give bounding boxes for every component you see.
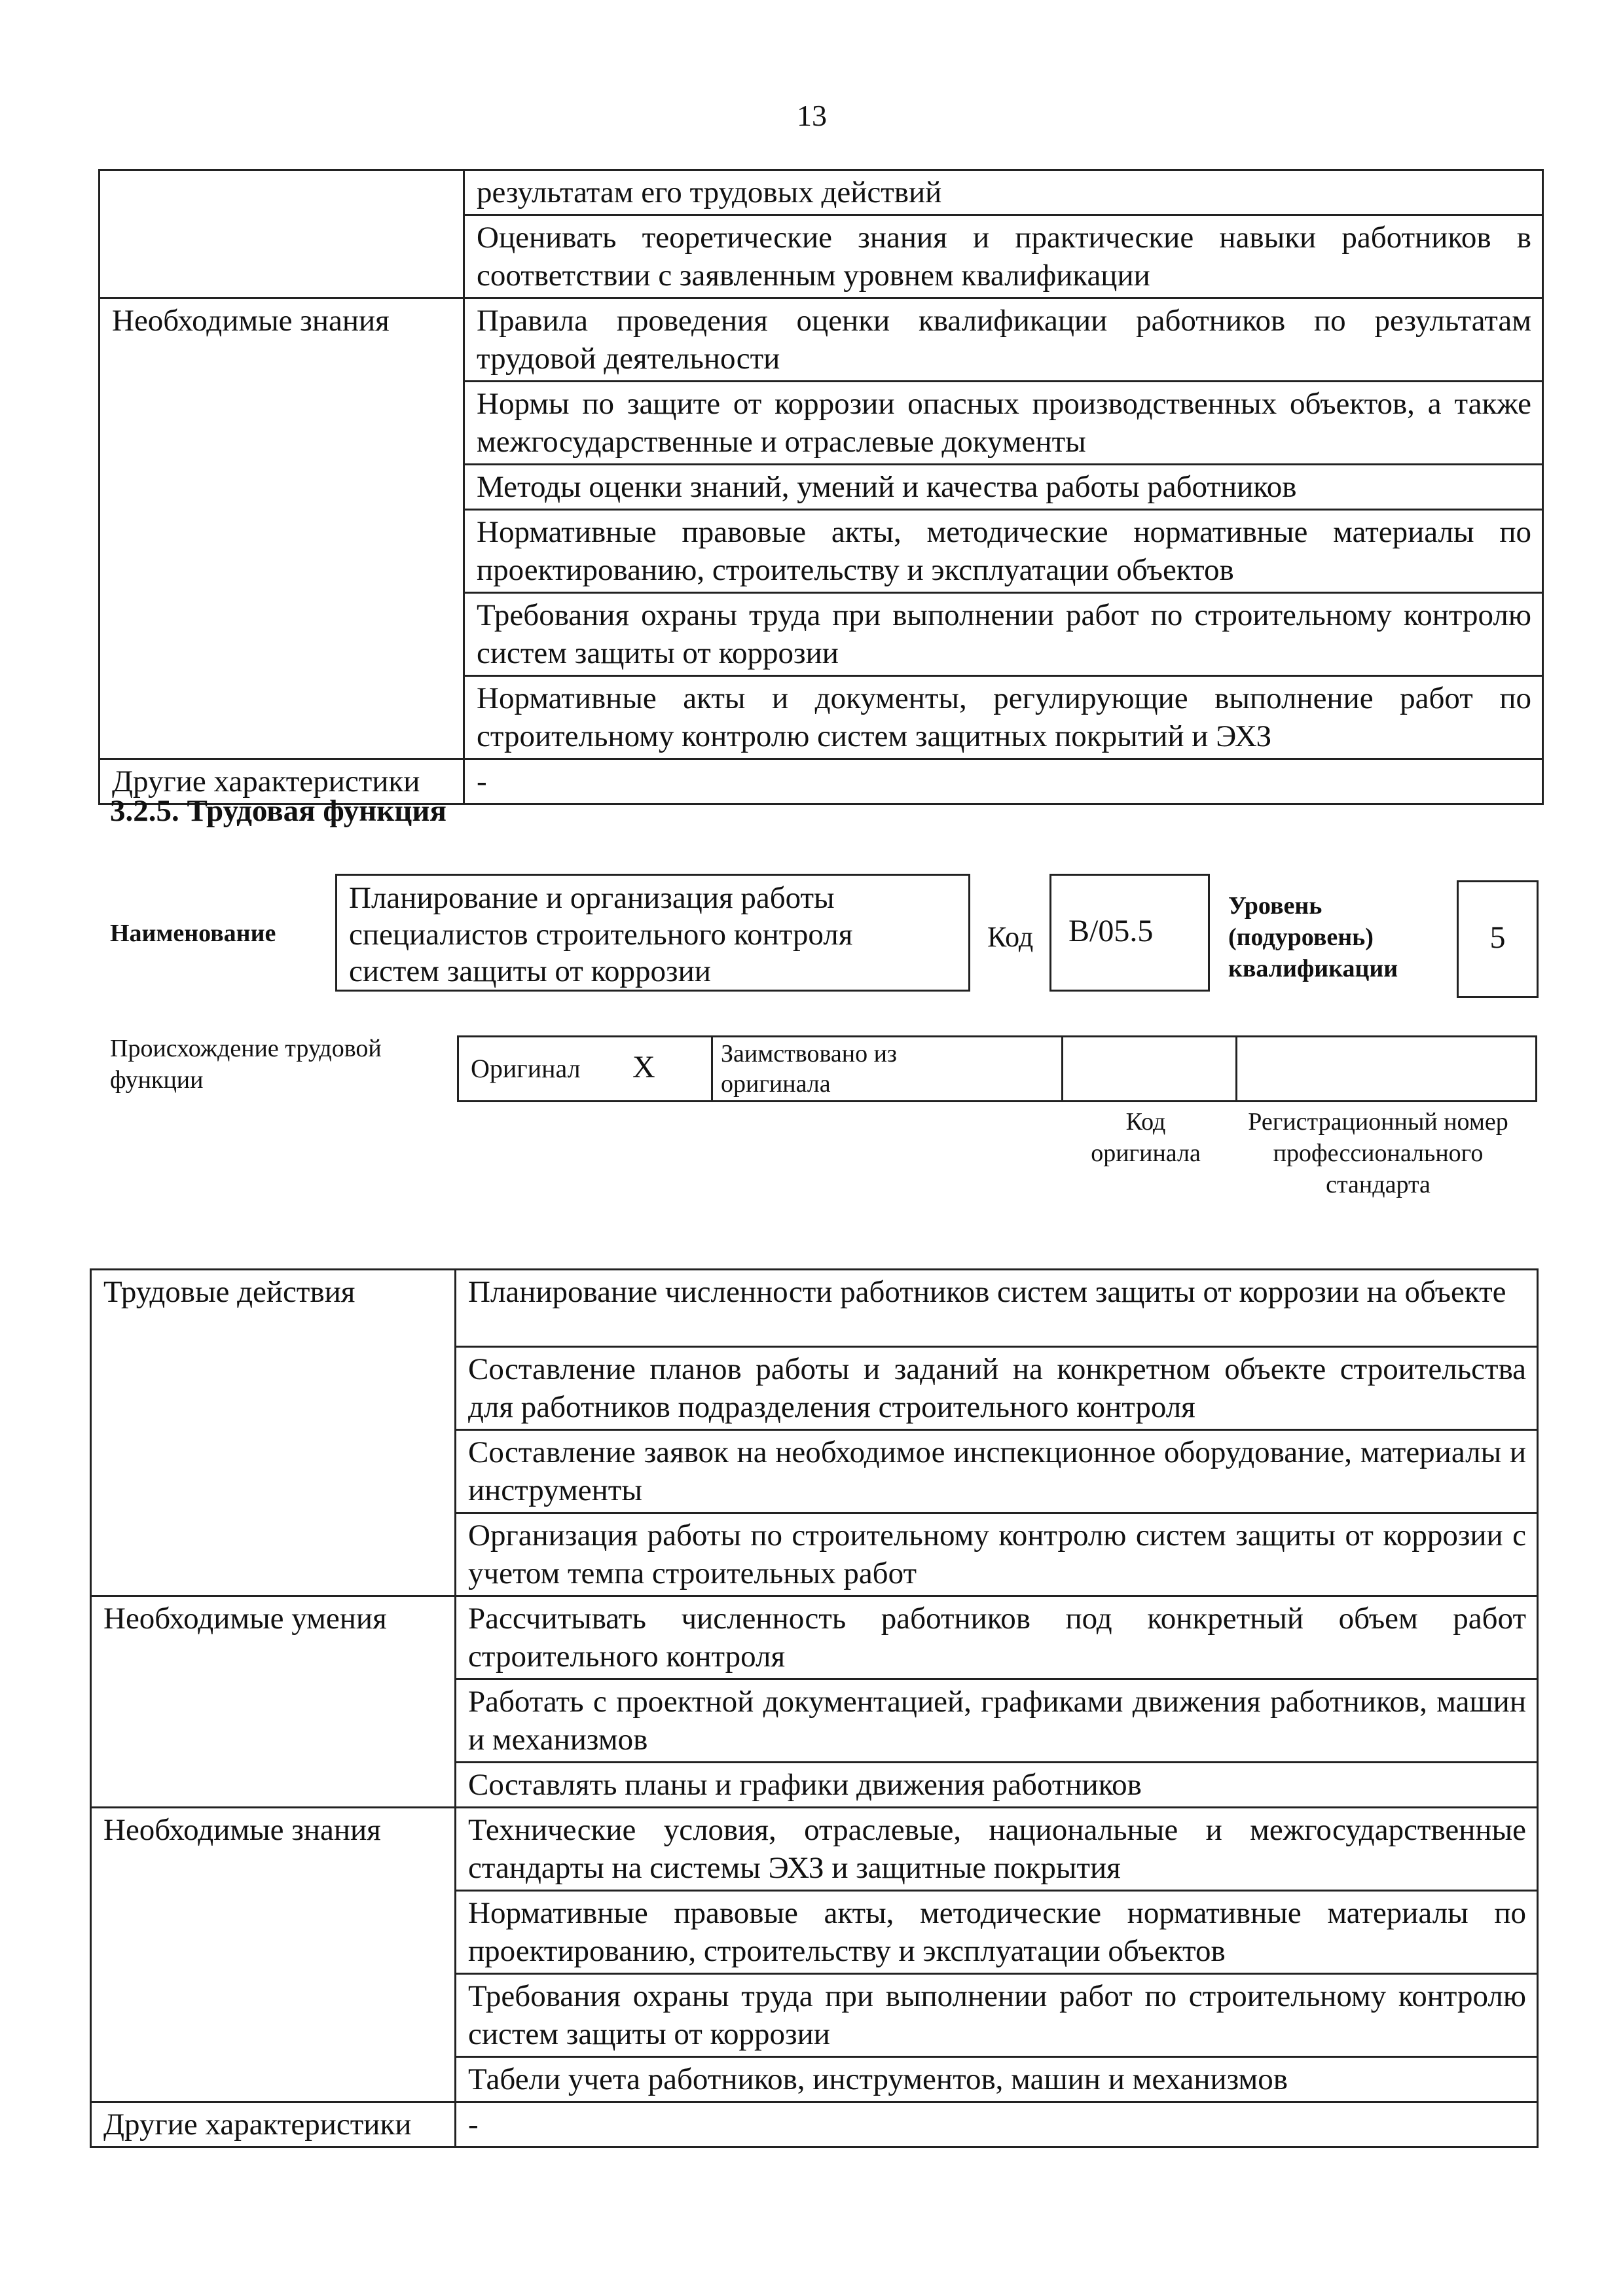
row-content: Методы оценки знаний, умений и качества работы работников <box>464 465 1543 510</box>
table-row <box>91 1891 1538 1974</box>
row-content: Организация работы по строительному контролю систем защиты от коррозии с учетом темпа строительных работ <box>456 1513 1538 1596</box>
table-row <box>91 1974 1538 2057</box>
table-row <box>91 1596 1538 1679</box>
row-content: Составление планов работы и заданий на конкретном объекте строительства для работников подразделения строительного контроля <box>456 1347 1538 1430</box>
row-content: Нормативные правовые акты, методические нормативные материалы по проектированию, строительству и эксплуатации объектов <box>456 1891 1538 1974</box>
name-label: Наименование <box>110 920 276 947</box>
row-label <box>100 593 464 676</box>
origin-row <box>457 1035 1537 1102</box>
name-box <box>335 874 970 992</box>
function-table <box>90 1268 1539 2148</box>
borrowed-label: Заимствовано из оригинала <box>721 1040 897 1098</box>
origin-label: Происхождение трудовой функции <box>110 1035 382 1094</box>
table-row <box>100 510 1543 593</box>
section-heading: 3.2.5. Трудовая функция <box>110 794 447 828</box>
table-row <box>100 382 1543 465</box>
row-content: Составление заявок на необходимое инспекционное оборудование, материалы и инструменты <box>456 1430 1538 1513</box>
table-row <box>91 1430 1538 1513</box>
row-content: Составлять планы и графики движения работников <box>456 1763 1538 1808</box>
row-label <box>91 1513 456 1596</box>
row-label <box>100 215 464 298</box>
level-label: Уровень (подуровень) квалификации <box>1228 892 1398 982</box>
row-content: Табели учета работников, инструментов, машин и механизмов <box>456 2057 1538 2102</box>
row-label: Другие характеристики <box>91 2102 456 2147</box>
table-row <box>91 1763 1538 1808</box>
table-row <box>91 1347 1538 1430</box>
table-row <box>91 1513 1538 1596</box>
row-label: Необходимые знания <box>100 298 464 382</box>
row-content: Нормы по защите от коррозии опасных производственных объектов, а также межгосударственные и отраслевые документы <box>464 382 1543 465</box>
table-row <box>100 676 1543 759</box>
function-code: В/05.5 <box>1068 914 1154 948</box>
table-row <box>100 593 1543 676</box>
row-content: Требования охраны труда при выполнении работ по строительному контролю систем защиты от коррозии <box>456 1974 1538 2057</box>
level-value: 5 <box>1489 920 1506 955</box>
row-label <box>91 1347 456 1430</box>
row-label: Трудовые действия <box>91 1270 456 1347</box>
table-row <box>100 170 1543 215</box>
row-content: результатам его трудовых действий <box>464 170 1543 215</box>
row-content: Требования охраны труда при выполнении работ по строительному контролю систем защиты от коррозии <box>464 593 1543 676</box>
row-content: - <box>464 759 1543 804</box>
table-row <box>100 215 1543 298</box>
row-label: Другие характеристики <box>100 759 464 804</box>
code-label: Код <box>987 921 1034 953</box>
row-label: Необходимые умения <box>91 1596 456 1679</box>
row-content: Нормативные акты и документы, регулирующие выполнение работ по строительному контролю систем защитных покрытий и ЭХЗ <box>464 676 1543 759</box>
level-box <box>1457 880 1539 998</box>
origin-divider-2 <box>1061 1037 1063 1100</box>
original-mark: X <box>632 1050 655 1085</box>
table-row <box>91 1679 1538 1763</box>
row-label <box>91 2057 456 2102</box>
row-content: Работать с проектной документацией, графиками движения работников, машин и механизмов <box>456 1679 1538 1763</box>
original-label: Оригинал <box>471 1054 581 1083</box>
row-label <box>100 170 464 215</box>
row-content: Оценивать теоретические знания и практические навыки работников в соответствии с заявленным уровнем квалификации <box>464 215 1543 298</box>
reg-caption: Регистрационный номер профессионального стандарта <box>1248 1108 1508 1198</box>
row-label <box>91 1430 456 1513</box>
origin-divider-1 <box>711 1037 713 1100</box>
table-row <box>91 2057 1538 2102</box>
row-label <box>100 382 464 465</box>
row-label <box>100 676 464 759</box>
row-label <box>100 510 464 593</box>
row-content: Технические условия, отраслевые, национальные и межгосударственные стандарты на системы ЭХЗ и защитные покрытия <box>456 1808 1538 1891</box>
table-row <box>91 1808 1538 1891</box>
row-content: Нормативные правовые акты, методические нормативные материалы по проектированию, строительству и эксплуатации объектов <box>464 510 1543 593</box>
table-row <box>100 298 1543 382</box>
row-content: Правила проведения оценки квалификации работников по результатам трудовой деятельности <box>464 298 1543 382</box>
code-caption: Код оригинала <box>1091 1108 1201 1167</box>
row-content: Планирование численности работников систем защиты от коррозии на объекте <box>456 1270 1538 1347</box>
row-label <box>91 1679 456 1763</box>
row-label: Необходимые знания <box>91 1808 456 1891</box>
table-row <box>91 1270 1538 1347</box>
row-label <box>91 1974 456 2057</box>
row-content: - <box>456 2102 1538 2147</box>
table-row <box>91 2102 1538 2147</box>
knowledge-table-continued <box>98 169 1544 805</box>
row-label <box>91 1891 456 1974</box>
row-label <box>91 1763 456 1808</box>
code-box <box>1049 874 1210 992</box>
table-row <box>100 465 1543 510</box>
function-name: Планирование и организация работы специалистов строительного контроля систем защиты от коррозии <box>349 881 853 988</box>
origin-divider-3 <box>1235 1037 1237 1100</box>
page-number: 13 <box>797 99 827 132</box>
row-content: Рассчитывать численность работников под конкретный объем работ строительного контроля <box>456 1596 1538 1679</box>
row-label <box>100 465 464 510</box>
